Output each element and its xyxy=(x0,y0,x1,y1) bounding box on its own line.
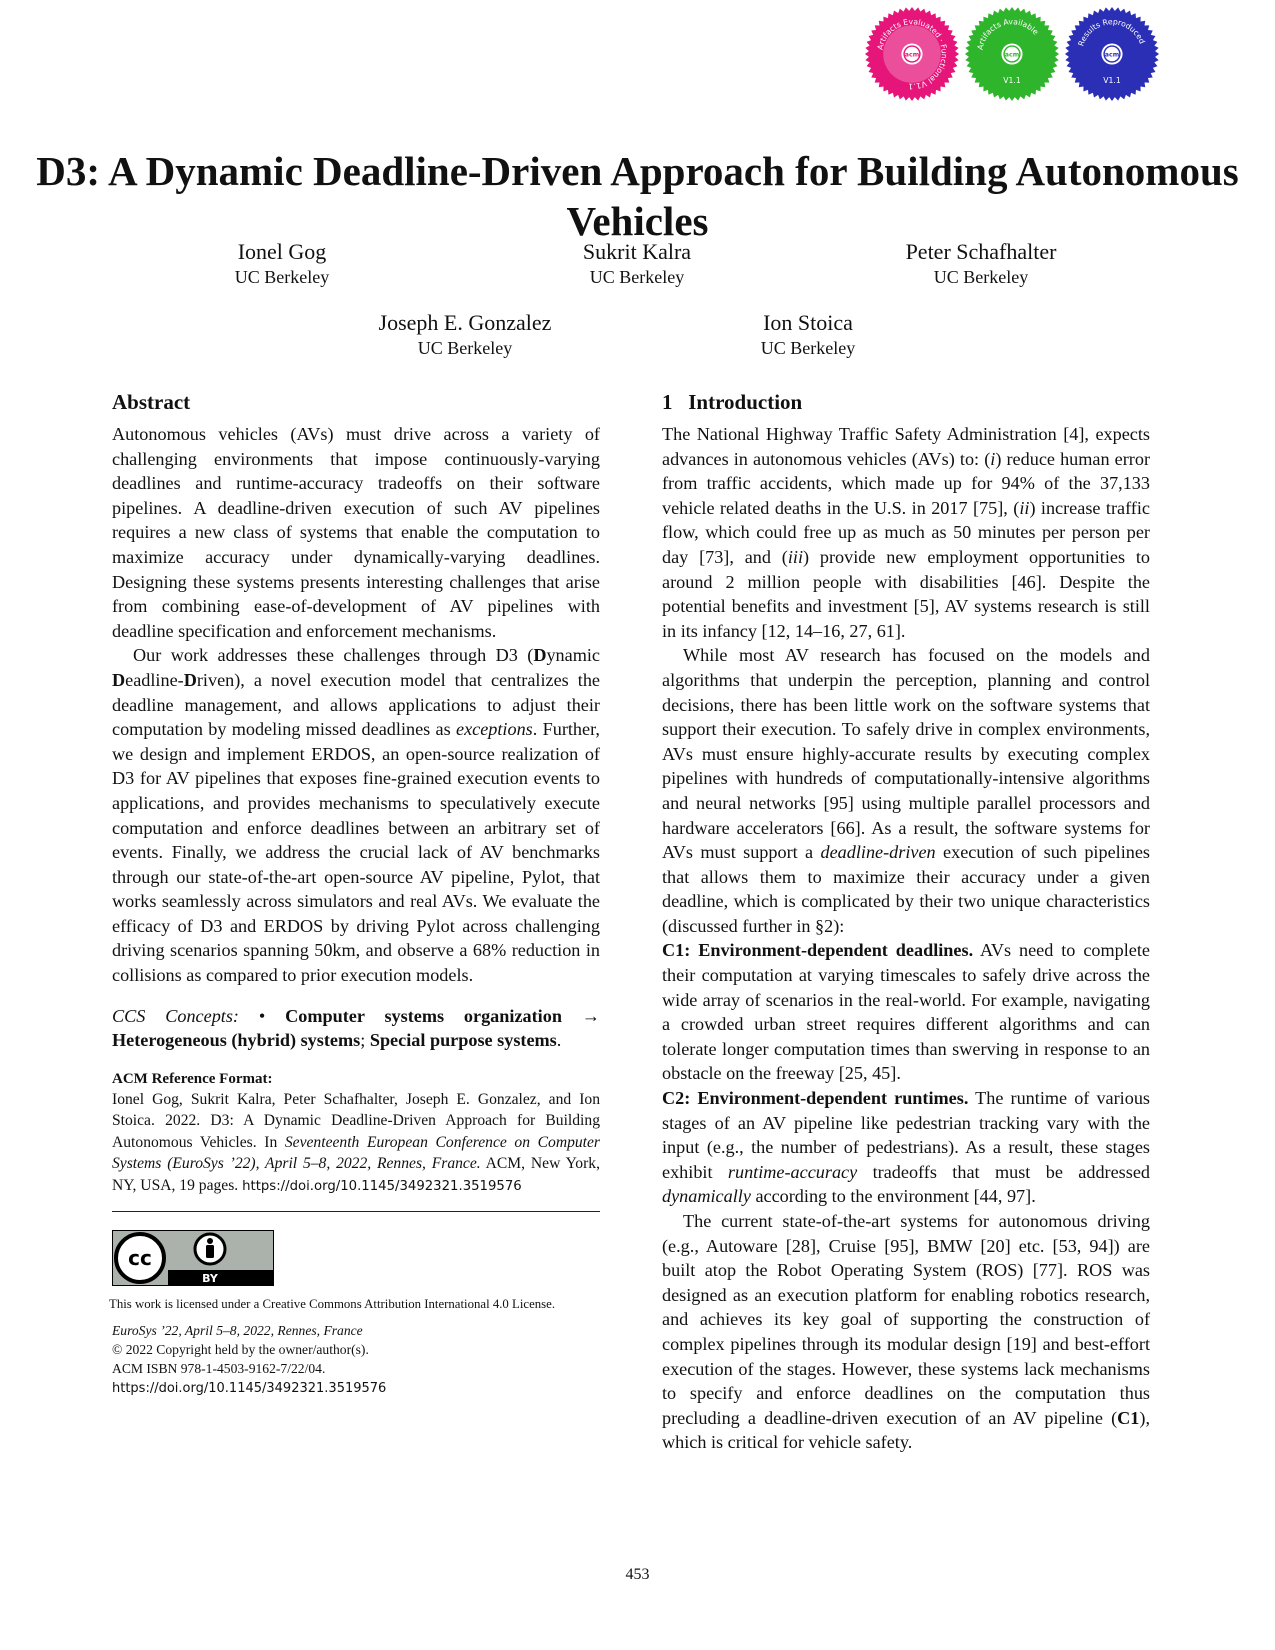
cc-by-license-icon xyxy=(112,1230,274,1286)
author-name: Peter Schafhalter xyxy=(905,239,1057,264)
abstract-heading: Abstract xyxy=(112,390,191,414)
publication-doi-link[interactable]: https://doi.org/10.1145/3492321.3519576 xyxy=(112,1381,387,1397)
challenge-c1: C1: Environment-dependent deadlines. AVs need to complete their computation at varying timescales to safely drive across the wide array of scenarios in the real-world. For example, navigating a crowded urban street requires different algorithms and can tolerate longer computation times than swerving in response to an obstacle on the freeway [25, 45]. xyxy=(662,940,1150,1084)
footnote-divider xyxy=(112,1211,600,1212)
license-statement: This work is licensed under a Creative Commons Attribution International 4.0 License. xyxy=(109,1297,556,1312)
svg-text:cc: cc xyxy=(128,1246,152,1271)
author-name: Sukrit Kalra xyxy=(582,239,692,264)
artifact-badges xyxy=(864,6,1160,102)
challenge-c2: C2: Environment-dependent runtimes. The runtime of various stages of an AV pipeline like pedestrian tracking vary with the input (e.g., the number of pedestrians). As a result, these stages exhibit runtime-accuracy tradeoffs that must be addressed dynamically according to the environment [44, 97]. xyxy=(662,1088,1150,1207)
ccs-concepts: CCS Concepts: • Computer systems organization → Heterogeneous (hybrid) systems; Special purpose systems. xyxy=(112,1005,600,1051)
author-affiliation: UC Berkeley xyxy=(417,338,513,358)
badge-results-reproduced-icon xyxy=(1064,6,1160,102)
author-affiliation: UC Berkeley xyxy=(760,338,856,358)
svg-text:acm: acm xyxy=(1104,51,1120,59)
author-affiliation: UC Berkeley xyxy=(234,267,330,287)
acm-reference-heading: ACM Reference Format: xyxy=(112,1070,273,1087)
svg-text:Artifacts Available: Artifacts Available xyxy=(975,17,1041,51)
author-block xyxy=(132,239,432,289)
intro-paragraph: While most AV research has focused on the models and algorithms that underpin the perception, planning and control decisions, there has been little work on the software systems that support their execution. To safely drive in complex environments, AVs must ensure highly-accurate results by executing complex pipelines with hundreds of computationally-intensive algorithms and neural networks [95] using multiple parallel processors and hardware accelerators [66]. As a result, the software systems for AVs must support a deadline-driven execution of such pipelines that allows them to maximize their accuracy under a given deadline, which is complicated by their two unique characteristics (discussed further in §2): xyxy=(662,645,1150,936)
svg-text:BY: BY xyxy=(202,1272,218,1286)
svg-text:V1.1: V1.1 xyxy=(1103,75,1121,85)
author-affiliation: UC Berkeley xyxy=(589,267,685,287)
author-block xyxy=(487,239,787,289)
svg-text:Artifacts Evaluated · Function: Artifacts Evaluated · Functional V1.1 xyxy=(875,17,949,91)
badge-artifacts-available-icon xyxy=(964,6,1060,102)
introduction-heading: 1 Introduction xyxy=(662,390,803,414)
author-block xyxy=(831,239,1131,289)
svg-text:V1.1: V1.1 xyxy=(1003,75,1021,85)
svg-text:acm: acm xyxy=(1004,51,1020,59)
badge-artifacts-evaluated-icon xyxy=(864,6,960,102)
author-block xyxy=(315,310,615,360)
author-name: Ion Stoica xyxy=(763,310,853,335)
author-affiliation: UC Berkeley xyxy=(933,267,1029,287)
author-name: Ionel Gog xyxy=(237,239,327,264)
abstract-paragraph: Autonomous vehicles (AVs) must drive across a variety of challenging environments that impose continuously-varying deadlines and runtime-accuracy tradeoffs on their software pipelines. A deadline-driven execution of such AV pipelines requires a new class of systems that enable the computation to maximize accuracy under dynamically-varying deadlines. Designing these systems presents interesting challenges that arise from combining ease-of-development of AV pipelines with deadline specification and enforcement mechanisms. xyxy=(112,424,600,641)
svg-text:acm: acm xyxy=(904,51,920,59)
page-number: 453 xyxy=(625,1566,650,1583)
svg-text:Results Reproduced: Results Reproduced xyxy=(1076,17,1147,48)
publication-venue: EuroSys ’22, April 5–8, 2022, Rennes, France xyxy=(112,1323,363,1339)
acm-reference-text: Ionel Gog, Sukrit Kalra, Peter Schafhalter, Joseph E. Gonzalez, and Ion Stoica. 2022. D3: A Dynamic Deadline-Driven Approach for Building Autonomous Vehicles. In Seventeenth European Conference on Computer Systems (EuroSys ’22), April 5–8, 2022, Rennes, France. ACM, New York, NY, USA, 19 pages. https://doi.org/10.1145/3492321.3519576 xyxy=(112,1090,600,1194)
isbn-line: ACM ISBN 978-1-4503-9162-7/22/04. xyxy=(112,1361,326,1377)
publication-info xyxy=(112,1321,600,1398)
left-column xyxy=(109,388,600,1398)
doi-link[interactable]: https://doi.org/10.1145/3492321.3519576 xyxy=(242,1178,522,1194)
abstract-paragraph: Our work addresses these challenges through D3 (Dynamic Deadline-Driven), a novel execution model that centralizes the deadline management, and allows applications to adjust their computation by modeling missed deadlines as exceptions. Further, we design and implement ERDOS, an open-source realization of D3 for AV pipelines that exposes fine-grained execution events to applications, and provides mechanisms to speculatively execute computation and enforce deadlines between an arbitrary set of events. Finally, we address the crucial lack of AV benchmarks through our state-of-the-art open-source AV pipeline, Pylot, that works seamlessly across simulators and real AVs. We evaluate the efficacy of D3 and ERDOS by driving Pylot across challenging driving scenarios spanning 50km, and observe a 68% reduction in collisions as compared to prior execution models. xyxy=(112,645,600,986)
author-block xyxy=(658,310,958,360)
paper-title: D3: A Dynamic Deadline-Driven Approach for Building Autonomous Vehicles xyxy=(36,148,1239,244)
author-name: Joseph E. Gonzalez xyxy=(378,310,552,335)
intro-paragraph: The current state-of-the-art systems for autonomous driving (e.g., Autoware [28], Cruise [95], BMW [20] etc. [53, 94]) are built atop the Robot Operating System (ROS) [77]. ROS was designed as an execution platform for enabling robotics research, and achieves its key goal of supporting the construction of complex pipelines through its modular design [19] and best-effort execution of the stages. However, these systems lack mechanisms to specify and enforce deadlines on the computation thus precluding a deadline-driven execution of an AV pipeline (C1), which is critical for vehicle safety. xyxy=(662,1211,1150,1453)
intro-paragraph: The National Highway Traffic Safety Administration [4], expects advances in autonomous vehicles (AVs) to: (i) reduce human error from traffic accidents, which made up for 94% of the 37,133 vehicle related deaths in the U.S. in 2017 [75], (ii) increase traffic flow, which could free up as much as 50 minutes per person per day [73], and (iii) provide new employment opportunities to around 2 million people with disabilities [46]. Despite the potential benefits and investment [5], AV systems research is still in its infancy [12, 14–16, 27, 61]. xyxy=(662,424,1151,641)
right-column xyxy=(662,388,1150,1455)
copyright-line: © 2022 Copyright held by the owner/author(s). xyxy=(112,1342,369,1358)
